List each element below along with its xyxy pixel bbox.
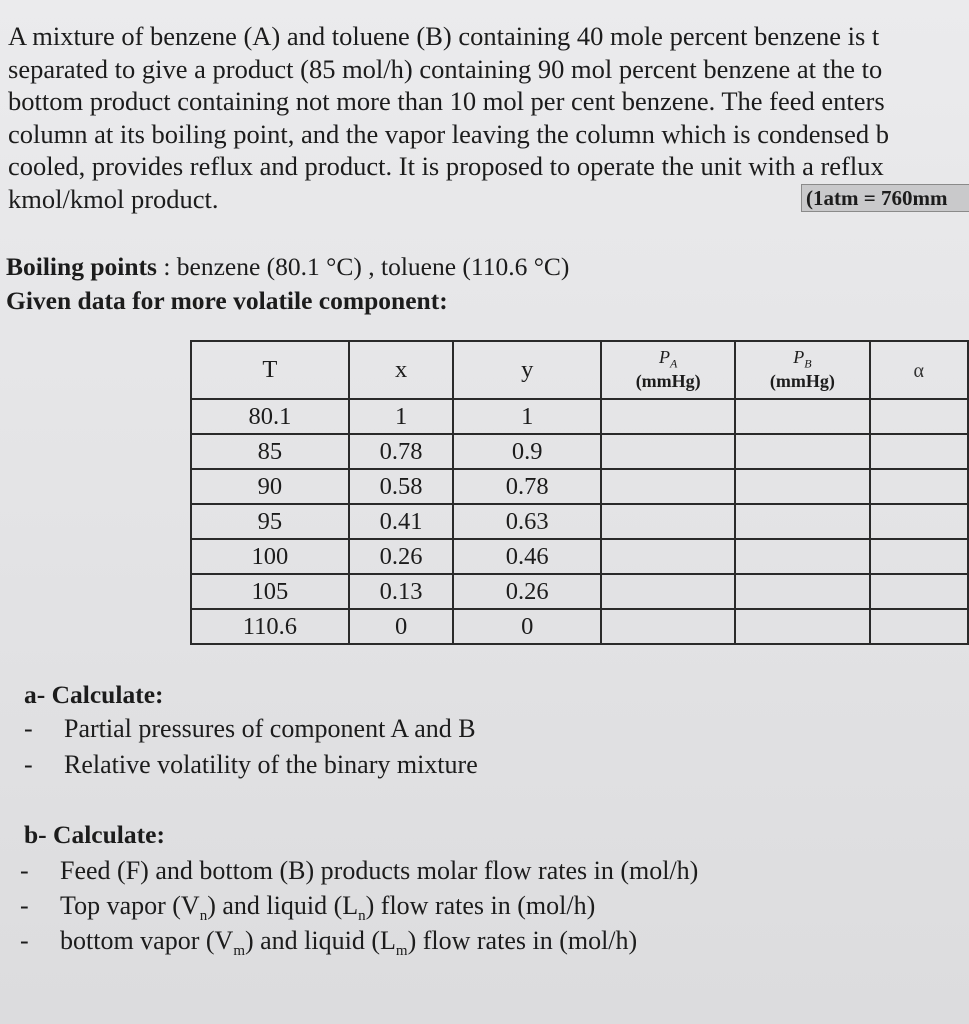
statement-line-1: A mixture of benzene (A) and toluene (B) containing 40 mole percent benzene is t: [8, 21, 880, 51]
header-vapor-fraction: y: [453, 341, 601, 399]
cell-temperature: 85: [191, 434, 349, 469]
part-b-title: b- Calculate:: [24, 820, 165, 849]
cell-x: 0.58: [349, 469, 454, 504]
cell-y: 0.63: [453, 504, 601, 539]
header-pressure-b: $P_B$ (mmHg): [735, 341, 869, 399]
header-pressure-a-unit: (mmHg): [635, 371, 701, 392]
cell-pb: [735, 469, 869, 504]
table-row: [191, 434, 968, 469]
table-header-row: [191, 341, 968, 399]
table-row: [191, 469, 968, 504]
statement-line-6: kmol/kmol product.: [8, 183, 219, 214]
vle-data-table: [190, 340, 969, 645]
table-row: [191, 504, 968, 539]
cell-alpha: [870, 574, 968, 609]
cell-pa: [601, 574, 735, 609]
cell-x: 0.41: [349, 504, 454, 539]
header-liquid-fraction: x: [349, 341, 454, 399]
cell-alpha: [870, 434, 968, 469]
cell-y: 0.9: [453, 434, 601, 469]
cell-temperature: 100: [191, 539, 349, 574]
cell-alpha: [870, 399, 968, 434]
cell-pa: [601, 504, 735, 539]
table-row: [191, 574, 968, 609]
cell-pb: [735, 399, 869, 434]
cell-alpha: [870, 609, 968, 644]
table-row: [191, 609, 968, 644]
statement-line-2: separated to give a product (85 mol/h) containing 90 mol percent benzene at the to: [8, 53, 883, 84]
statement-line-5: cooled, provides reflux and product. It is proposed to operate the unit with a reflux: [8, 151, 884, 182]
cell-x: 0.13: [349, 574, 454, 609]
cell-pa: [601, 434, 735, 469]
cell-y: 1: [453, 399, 601, 434]
cell-x: 0.78: [349, 434, 454, 469]
cell-pb: [735, 574, 869, 609]
cell-temperature: 105: [191, 574, 349, 609]
boiling-points-line: [6, 252, 569, 282]
cell-temperature: 90: [191, 469, 349, 504]
boiling-points-label: Boiling points: [6, 252, 157, 281]
cell-pa: [601, 399, 735, 434]
cell-pa: [601, 539, 735, 574]
cell-pa: [601, 609, 735, 644]
header-pressure-a: $P_A$ (mmHg): [601, 341, 735, 399]
cell-x: 1: [349, 399, 454, 434]
cell-temperature: 80.1: [191, 399, 349, 434]
cell-temperature: 110.6: [191, 609, 349, 644]
cell-pa: [601, 469, 735, 504]
cell-y: 0: [453, 609, 601, 644]
header-pressure-b-unit: (mmHg): [769, 371, 835, 392]
cell-x: 0.26: [349, 539, 454, 574]
table-row: [191, 539, 968, 574]
pressure-conversion-note: (1atm = 760mm: [801, 184, 969, 212]
header-relative-volatility: α: [870, 341, 968, 399]
cell-alpha: [870, 469, 968, 504]
part-b-item-bottom-flows: - bottom vapor $(V_m)$ and liquid $(L_m)$ flow rates in (mol/h): [20, 926, 638, 960]
statement-line-3: bottom product containing not more than 10 mol per cent benzene. The feed enters: [8, 86, 885, 117]
cell-y: 0.26: [453, 574, 601, 609]
part-a-item-partial-pressures: - Partial pressures of component A and B: [24, 714, 476, 743]
statement-line-4: column at its boiling point, and the vapor leaving the column which is condensed b: [8, 118, 889, 149]
cell-alpha: [870, 539, 968, 574]
cell-alpha: [870, 504, 968, 539]
cell-pb: [735, 539, 869, 574]
boiling-points-values: : benzene (80.1 °C) , toluene (110.6 °C): [156, 252, 570, 281]
cell-x: 0: [349, 609, 454, 644]
part-b-item-feed-bottom: - Feed (F) and bottom (B) products molar flow rates in (mol/h): [20, 856, 699, 885]
part-b-item-top-flows: - Top vapor $(V_n)$ and liquid $(L_n)$ flow rates in (mol/h): [20, 891, 596, 925]
header-temperature: T: [191, 341, 349, 399]
cell-temperature: 95: [191, 504, 349, 539]
part-a-item-relative-volatility: - Relative volatility of the binary mixture: [24, 750, 478, 779]
given-data-title: Given data for more volatile component:: [6, 286, 448, 315]
cell-y: 0.78: [453, 469, 601, 504]
cell-y: 0.46: [453, 539, 601, 574]
cell-pb: [735, 434, 869, 469]
cell-pb: [735, 504, 869, 539]
cell-pb: [735, 609, 869, 644]
part-a-title: a- Calculate:: [24, 680, 164, 709]
table-row: [191, 399, 968, 434]
